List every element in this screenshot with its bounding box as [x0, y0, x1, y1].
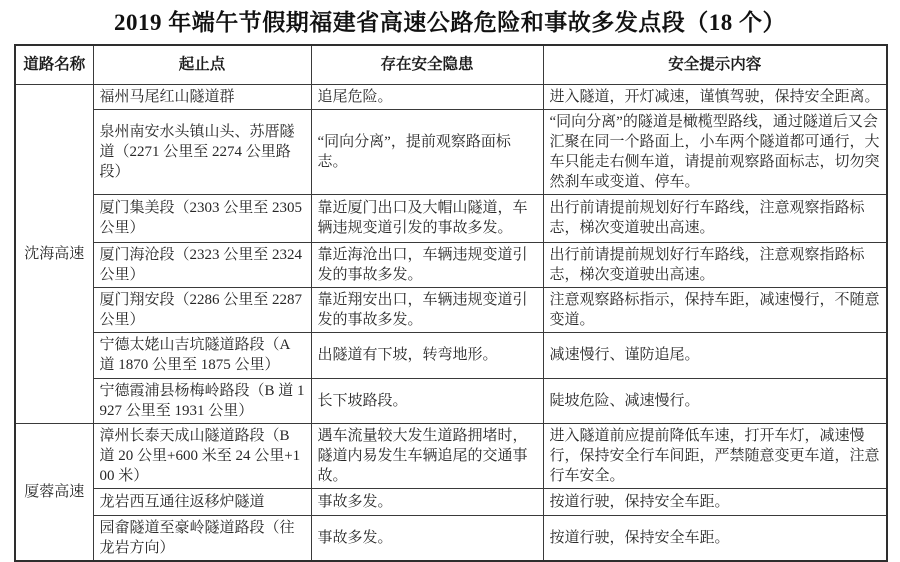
tip-cell: “同向分离”的隧道是橄榄型路线，通过隧道后又会汇聚在同一个路面上，小车两个隧道都可通行，大车只能走右侧车道，请提前观察路面标志，切勿突然刹车或变道、停车。: [543, 109, 887, 194]
section-cell: 龙岩西互通往返移炉隧道: [93, 488, 311, 515]
header-tip: 安全提示内容: [543, 45, 887, 84]
table-row: [15, 378, 887, 423]
hazard-cell: 追尾危险。: [311, 84, 543, 109]
hazard-cell: 靠近厦门出口及大帽山隧道，车辆违规变道引发的事故多发。: [311, 194, 543, 242]
hazard-table: [14, 44, 888, 562]
section-cell: 厦门集美段（2303 公里至 2305 公里）: [93, 194, 311, 242]
table-row: [15, 332, 887, 378]
tip-cell: 进入隧道，开灯减速，谨慎驾驶，保持安全距离。: [543, 84, 887, 109]
section-cell: 宁德太姥山吉坑隧道路段（A 道 1870 公里至 1875 公里）: [93, 332, 311, 378]
header-section: 起止点: [93, 45, 311, 84]
hazard-cell: 长下坡路段。: [311, 378, 543, 423]
table-row: [15, 109, 887, 194]
hazard-cell: 遇车流量较大发生道路拥堵时，隧道内易发生车辆追尾的交通事故。: [311, 423, 543, 488]
hazard-cell: 靠近翔安出口，车辆违规变道引发的事故多发。: [311, 287, 543, 332]
road-name-cell: 厦蓉高速: [15, 423, 93, 561]
table-row: [15, 287, 887, 332]
section-cell: 宁德霞浦县杨梅岭路段（B 道 1927 公里至 1931 公里）: [93, 378, 311, 423]
tip-cell: 陡坡危险、减速慢行。: [543, 378, 887, 423]
section-cell: 福州马尾红山隧道群: [93, 84, 311, 109]
header-road-name: 道路名称: [15, 45, 93, 84]
section-cell: 漳州长泰天成山隧道路段（B 道 20 公里+600 米至 24 公里+100 米）: [93, 423, 311, 488]
tip-cell: 出行前请提前规划好行车路线，注意观察指路标志，梯次变道驶出高速。: [543, 194, 887, 242]
road-name-cell: 沈海高速: [15, 84, 93, 423]
page-title: 2019 年端午节假期福建省高速公路危险和事故多发点段（18 个）: [114, 10, 786, 35]
tip-cell: 出行前请提前规划好行车路线，注意观察指路标志，梯次变道驶出高速。: [543, 242, 887, 287]
tip-cell: 按道行驶，保持安全车距。: [543, 488, 887, 515]
hazard-cell: 事故多发。: [311, 515, 543, 561]
table-row: [15, 84, 887, 109]
hazard-cell: “同向分离”，提前观察路面标志。: [311, 109, 543, 194]
hazard-cell: 事故多发。: [311, 488, 543, 515]
header-row: [15, 45, 887, 84]
tip-cell: 进入隧道前应提前降低车速，打开车灯，减速慢行，保持安全行车间距，严禁随意变更车道，注意行车安全。: [543, 423, 887, 488]
table-row: [15, 194, 887, 242]
section-cell: 厦门翔安段（2286 公里至 2287 公里）: [93, 287, 311, 332]
hazard-cell: 出隧道有下坡，转弯地形。: [311, 332, 543, 378]
table-header: [15, 45, 887, 84]
tip-cell: 注意观察路标指示，保持车距，减速慢行，不随意变道。: [543, 287, 887, 332]
hazard-cell: 靠近海沧出口，车辆违规变道引发的事故多发。: [311, 242, 543, 287]
tip-cell: 减速慢行、谨防追尾。: [543, 332, 887, 378]
tip-cell: 按道行驶，保持安全车距。: [543, 515, 887, 561]
section-cell: 泉州南安水头镇山头、苏厝隧道（2271 公里至 2274 公里路段）: [93, 109, 311, 194]
table-row: [15, 515, 887, 561]
section-cell: 园畲隧道至豪岭隧道路段（往龙岩方向）: [93, 515, 311, 561]
table-row: [15, 242, 887, 287]
table-body: [15, 84, 887, 561]
section-cell: 厦门海沧段（2323 公里至 2324 公里）: [93, 242, 311, 287]
header-hazard: 存在安全隐患: [311, 45, 543, 84]
table-row: [15, 488, 887, 515]
table-row: [15, 423, 887, 488]
